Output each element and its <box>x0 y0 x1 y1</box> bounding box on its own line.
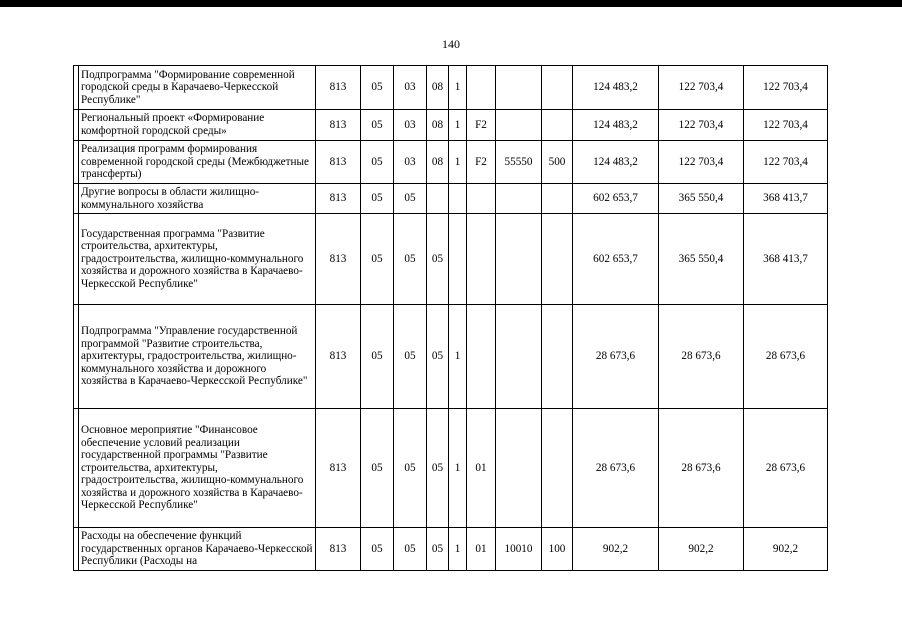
event-code <box>467 214 496 305</box>
subprogram-code: 1 <box>449 66 467 110</box>
subsection-code: 05 <box>394 528 427 571</box>
subsection-code: 05 <box>394 305 427 409</box>
amount-year-1: 902,2 <box>573 528 659 571</box>
expense-type-code <box>542 184 573 214</box>
direction-code: 55550 <box>496 141 542 184</box>
program-code: 08 <box>427 66 449 110</box>
program-code: 08 <box>427 141 449 184</box>
expense-type-code <box>542 409 573 528</box>
program-code: 05 <box>427 214 449 305</box>
amount-year-1: 602 653,7 <box>573 214 659 305</box>
direction-code <box>496 305 542 409</box>
direction-code: 10010 <box>496 528 542 571</box>
event-code <box>467 305 496 409</box>
subprogram-code: 1 <box>449 141 467 184</box>
amount-year-1: 124 483,2 <box>573 110 659 141</box>
subprogram-code: 1 <box>449 305 467 409</box>
program-code <box>427 184 449 214</box>
budget-table <box>73 65 828 571</box>
ministry-code: 813 <box>316 409 361 528</box>
program-code: 08 <box>427 110 449 141</box>
ministry-code: 813 <box>316 184 361 214</box>
program-code: 05 <box>427 305 449 409</box>
section-code: 05 <box>361 141 394 184</box>
expense-type-code <box>542 110 573 141</box>
table-row <box>74 528 828 571</box>
direction-code <box>496 66 542 110</box>
direction-code <box>496 184 542 214</box>
ministry-code: 813 <box>316 214 361 305</box>
table-row <box>74 184 828 214</box>
amount-year-1: 124 483,2 <box>573 66 659 110</box>
amount-year-2: 902,2 <box>659 528 744 571</box>
section-code: 05 <box>361 66 394 110</box>
program-code: 05 <box>427 409 449 528</box>
section-code: 05 <box>361 184 394 214</box>
expense-type-code: 500 <box>542 141 573 184</box>
amount-year-1: 602 653,7 <box>573 184 659 214</box>
amount-year-1: 124 483,2 <box>573 141 659 184</box>
table-row <box>74 66 828 110</box>
event-code <box>467 184 496 214</box>
subprogram-code: 1 <box>449 528 467 571</box>
page-number: 140 <box>442 37 460 51</box>
amount-year-2: 365 550,4 <box>659 184 744 214</box>
subsection-code: 03 <box>394 141 427 184</box>
ministry-code: 813 <box>316 110 361 141</box>
table-row <box>74 305 828 409</box>
amount-year-3: 28 673,6 <box>744 305 828 409</box>
amount-year-2: 122 703,4 <box>659 141 744 184</box>
row-name: Государственная программа "Развитие строительства, архитектуры, градостроительства, жилищно-коммунального хозяйства и дорожного хозяйства в Карачаево-Черкесской Республике" <box>79 214 316 305</box>
amount-year-3: 368 413,7 <box>744 214 828 305</box>
ministry-code: 813 <box>316 305 361 409</box>
subsection-code: 03 <box>394 66 427 110</box>
section-code: 05 <box>361 110 394 141</box>
expense-type-code <box>542 305 573 409</box>
subsection-code: 05 <box>394 409 427 528</box>
direction-code <box>496 214 542 305</box>
row-name: Расходы на обеспечение функций государственных органов Карачаево-Черкесской Республики (Расходы на <box>79 528 316 571</box>
event-code: F2 <box>467 110 496 141</box>
amount-year-3: 122 703,4 <box>744 66 828 110</box>
event-code <box>467 66 496 110</box>
table-row <box>74 141 828 184</box>
expense-type-code <box>542 214 573 305</box>
ministry-code: 813 <box>316 66 361 110</box>
expense-type-code: 100 <box>542 528 573 571</box>
amount-year-3: 28 673,6 <box>744 409 828 528</box>
subsection-code: 05 <box>394 214 427 305</box>
section-code: 05 <box>361 409 394 528</box>
amount-year-2: 28 673,6 <box>659 305 744 409</box>
row-name: Другие вопросы в области жилищно-коммунального хозяйства <box>79 184 316 214</box>
table-row <box>74 214 828 305</box>
subsection-code: 05 <box>394 184 427 214</box>
amount-year-2: 28 673,6 <box>659 409 744 528</box>
table-body <box>74 66 828 571</box>
event-code: 01 <box>467 528 496 571</box>
amount-year-2: 122 703,4 <box>659 66 744 110</box>
row-name: Реализация программ формирования современной городской среды (Межбюджетные трансферты) <box>79 141 316 184</box>
subprogram-code <box>449 214 467 305</box>
section-code: 05 <box>361 214 394 305</box>
direction-code <box>496 409 542 528</box>
top-border-rule <box>0 0 902 7</box>
amount-year-2: 365 550,4 <box>659 214 744 305</box>
row-name: Подпрограмма "Формирование современной городской среды в Карачаево-Черкесской Республике" <box>79 66 316 110</box>
table-row <box>74 110 828 141</box>
row-name: Подпрограмма "Управление государственной программой "Развитие строительства, архитектуры, градостроительства, жилищно-коммунального хозяйства и дорожного хозяйства в Карачаево-Черкесской Республике" <box>79 305 316 409</box>
ministry-code: 813 <box>316 141 361 184</box>
direction-code <box>496 110 542 141</box>
row-name: Региональный проект «Формирование комфортной городской среды» <box>79 110 316 141</box>
amount-year-1: 28 673,6 <box>573 409 659 528</box>
subprogram-code: 1 <box>449 409 467 528</box>
program-code: 05 <box>427 528 449 571</box>
amount-year-3: 122 703,4 <box>744 141 828 184</box>
amount-year-2: 122 703,4 <box>659 110 744 141</box>
row-name: Основное мероприятие "Финансовое обеспечение условий реализации государственной программы "Развитие строительства, архитектуры, градостроительства, жилищно-коммунального хозяйства и дорожного хозяйства в Карачаево-Черкесской Республике" <box>79 409 316 528</box>
ministry-code: 813 <box>316 528 361 571</box>
expense-type-code <box>542 66 573 110</box>
amount-year-3: 122 703,4 <box>744 110 828 141</box>
section-code: 05 <box>361 305 394 409</box>
table-row <box>74 409 828 528</box>
amount-year-1: 28 673,6 <box>573 305 659 409</box>
section-code: 05 <box>361 528 394 571</box>
amount-year-3: 902,2 <box>744 528 828 571</box>
subprogram-code: 1 <box>449 110 467 141</box>
event-code: F2 <box>467 141 496 184</box>
amount-year-3: 368 413,7 <box>744 184 828 214</box>
event-code: 01 <box>467 409 496 528</box>
subsection-code: 03 <box>394 110 427 141</box>
subprogram-code <box>449 184 467 214</box>
